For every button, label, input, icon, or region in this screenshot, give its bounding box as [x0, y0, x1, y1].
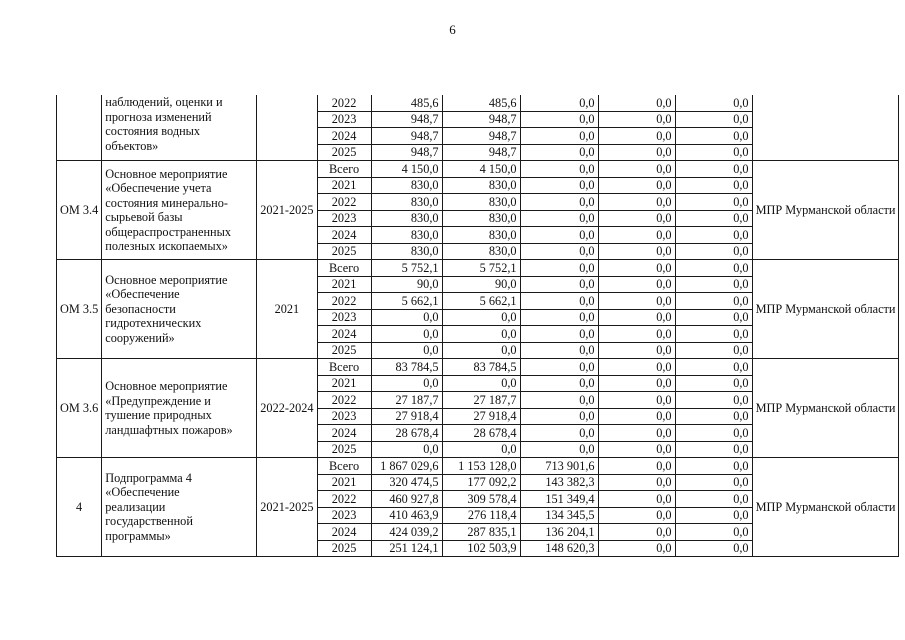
item-period	[257, 95, 317, 161]
cell-amount-1: 830,0	[371, 227, 442, 244]
cell-year: 2022	[317, 491, 371, 508]
table-row	[57, 260, 899, 277]
cell-amount-3: 143 382,3	[520, 474, 598, 491]
item-code	[57, 95, 102, 161]
cell-amount-2: 102 503,9	[442, 540, 520, 557]
cell-amount-4: 0,0	[598, 375, 675, 392]
cell-amount-2: 28 678,4	[442, 425, 520, 442]
cell-amount-5: 0,0	[675, 507, 752, 524]
cell-amount-4: 0,0	[598, 260, 675, 277]
item-name-line: Основное мероприятие	[105, 272, 228, 287]
cell-year: 2025	[317, 342, 371, 359]
item-name-line: «Обеспечение учета	[105, 181, 212, 195]
cell-amount-2: 830,0	[442, 243, 520, 260]
item-name-line: «Предупреждение и	[105, 393, 211, 408]
page-number: 6	[449, 22, 456, 37]
cell-year: 2022	[317, 95, 371, 111]
cell-year: Всего	[317, 161, 371, 178]
item-name-line: тушение природных	[105, 408, 212, 422]
cell-amount-1: 948,7	[371, 144, 442, 161]
cell-amount-3: 0,0	[520, 441, 598, 458]
item-code: ОМ 3.5	[57, 260, 102, 359]
cell-amount-2: 309 578,4	[442, 491, 520, 508]
cell-amount-5: 0,0	[675, 375, 752, 392]
item-name-line: государственной	[105, 514, 193, 529]
cell-amount-5: 0,0	[675, 194, 752, 211]
cell-amount-3: 148 620,3	[520, 540, 598, 557]
cell-year: 2023	[317, 408, 371, 425]
cell-amount-3: 713 901,6	[520, 458, 598, 475]
cell-amount-1: 830,0	[371, 243, 442, 260]
cell-amount-3: 0,0	[520, 392, 598, 409]
cell-amount-1: 410 463,9	[371, 507, 442, 524]
cell-amount-3: 0,0	[520, 359, 598, 376]
item-name	[102, 260, 257, 359]
cell-amount-4: 0,0	[598, 441, 675, 458]
cell-amount-2: 830,0	[442, 177, 520, 194]
cell-amount-1: 485,6	[371, 95, 442, 111]
cell-amount-5: 0,0	[675, 458, 752, 475]
cell-year: Всего	[317, 260, 371, 277]
item-executor: МПР Мурманской области	[752, 458, 899, 557]
cell-amount-3: 0,0	[520, 111, 598, 128]
item-name-line: реализации	[105, 499, 166, 514]
cell-year: 2023	[317, 309, 371, 326]
cell-amount-2: 948,7	[442, 144, 520, 161]
cell-year: 2023	[317, 507, 371, 524]
cell-amount-1: 0,0	[371, 342, 442, 359]
cell-year: 2021	[317, 177, 371, 194]
cell-amount-1: 460 927,8	[371, 491, 442, 508]
cell-year: 2021	[317, 474, 371, 491]
cell-amount-5: 0,0	[675, 144, 752, 161]
cell-amount-2: 5 662,1	[442, 293, 520, 310]
cell-year: 2021	[317, 375, 371, 392]
cell-amount-1: 830,0	[371, 177, 442, 194]
cell-amount-1: 90,0	[371, 276, 442, 293]
cell-amount-4: 0,0	[598, 408, 675, 425]
cell-amount-2: 830,0	[442, 227, 520, 244]
item-period: 2021	[257, 260, 317, 359]
cell-amount-1: 948,7	[371, 128, 442, 145]
cell-amount-1: 830,0	[371, 210, 442, 227]
cell-amount-2: 83 784,5	[442, 359, 520, 376]
item-name-line: сырьевой базы	[105, 210, 183, 224]
cell-year: Всего	[317, 359, 371, 376]
cell-amount-3: 0,0	[520, 243, 598, 260]
cell-year: 2022	[317, 293, 371, 310]
cell-amount-1: 5 752,1	[371, 260, 442, 277]
cell-amount-3: 0,0	[520, 210, 598, 227]
cell-amount-1: 0,0	[371, 326, 442, 343]
cell-amount-3: 134 345,5	[520, 507, 598, 524]
cell-amount-5: 0,0	[675, 210, 752, 227]
cell-amount-5: 0,0	[675, 474, 752, 491]
cell-amount-4: 0,0	[598, 309, 675, 326]
cell-amount-5: 0,0	[675, 309, 752, 326]
cell-amount-5: 0,0	[675, 161, 752, 178]
item-name-line: Подпрограмма 4	[105, 470, 192, 485]
cell-amount-2: 287 835,1	[442, 524, 520, 541]
item-name-line: ландшафтных пожаров»	[105, 422, 233, 437]
cell-amount-3: 0,0	[520, 227, 598, 244]
cell-amount-5: 0,0	[675, 524, 752, 541]
item-name-line: Основное мероприятие	[105, 379, 228, 393]
cell-year: 2024	[317, 425, 371, 442]
cell-amount-4: 0,0	[598, 276, 675, 293]
cell-amount-2: 90,0	[442, 276, 520, 293]
cell-amount-3: 0,0	[520, 375, 598, 392]
cell-amount-2: 4 150,0	[442, 161, 520, 178]
cell-amount-5: 0,0	[675, 276, 752, 293]
cell-amount-4: 0,0	[598, 111, 675, 128]
cell-amount-5: 0,0	[675, 260, 752, 277]
cell-amount-3: 0,0	[520, 408, 598, 425]
cell-amount-1: 0,0	[371, 441, 442, 458]
item-period: 2021-2025	[257, 161, 317, 260]
cell-amount-4: 0,0	[598, 491, 675, 508]
cell-amount-5: 0,0	[675, 408, 752, 425]
table-row	[57, 458, 899, 475]
item-name-line: сооружений»	[105, 330, 175, 345]
item-code: ОМ 3.4	[57, 161, 102, 260]
cell-amount-4: 0,0	[598, 95, 675, 111]
item-name-line: состояния минерально-	[105, 195, 228, 210]
cell-amount-1: 5 662,1	[371, 293, 442, 310]
cell-amount-4: 0,0	[598, 342, 675, 359]
cell-amount-2: 0,0	[442, 309, 520, 326]
cell-amount-1: 0,0	[371, 375, 442, 392]
item-name-line: состояния водных	[105, 124, 201, 138]
cell-amount-3: 0,0	[520, 128, 598, 145]
cell-amount-4: 0,0	[598, 474, 675, 491]
cell-amount-1: 0,0	[371, 309, 442, 326]
item-name-line: полезных ископаемых»	[105, 239, 228, 253]
cell-year: 2025	[317, 441, 371, 458]
item-name-line: безопасности	[105, 301, 176, 316]
cell-amount-2: 5 752,1	[442, 260, 520, 277]
cell-amount-2: 1 153 128,0	[442, 458, 520, 475]
cell-amount-1: 83 784,5	[371, 359, 442, 376]
cell-amount-3: 0,0	[520, 293, 598, 310]
item-period: 2022-2024	[257, 359, 317, 458]
cell-amount-4: 0,0	[598, 227, 675, 244]
cell-amount-4: 0,0	[598, 392, 675, 409]
cell-year: 2023	[317, 210, 371, 227]
cell-year: 2024	[317, 326, 371, 343]
cell-amount-5: 0,0	[675, 392, 752, 409]
cell-amount-5: 0,0	[675, 95, 752, 111]
cell-amount-4: 0,0	[598, 293, 675, 310]
item-code: ОМ 3.6	[57, 359, 102, 458]
cell-amount-2: 0,0	[442, 441, 520, 458]
cell-amount-4: 0,0	[598, 243, 675, 260]
cell-amount-1: 830,0	[371, 194, 442, 211]
item-name-line: «Обеспечение	[105, 485, 180, 500]
cell-amount-1: 27 187,7	[371, 392, 442, 409]
cell-year: Всего	[317, 458, 371, 475]
cell-amount-3: 0,0	[520, 161, 598, 178]
cell-amount-2: 485,6	[442, 95, 520, 111]
cell-amount-3: 0,0	[520, 326, 598, 343]
item-code: 4	[57, 458, 102, 557]
cell-amount-3: 0,0	[520, 276, 598, 293]
cell-amount-2: 830,0	[442, 194, 520, 211]
item-executor: МПР Мурманской области	[752, 359, 899, 458]
cell-amount-5: 0,0	[675, 425, 752, 442]
cell-amount-4: 0,0	[598, 161, 675, 178]
cell-amount-1: 948,7	[371, 111, 442, 128]
cell-amount-3: 0,0	[520, 309, 598, 326]
cell-year: 2021	[317, 276, 371, 293]
cell-amount-1: 1 867 029,6	[371, 458, 442, 475]
item-name-line: прогноза изменений	[105, 109, 212, 124]
cell-amount-1: 4 150,0	[371, 161, 442, 178]
table-row	[57, 95, 899, 111]
item-name	[102, 95, 257, 161]
cell-amount-5: 0,0	[675, 177, 752, 194]
cell-amount-4: 0,0	[598, 359, 675, 376]
cell-amount-4: 0,0	[598, 458, 675, 475]
item-name-line: наблюдений, оценки и	[105, 95, 223, 109]
cell-year: 2022	[317, 392, 371, 409]
cell-year: 2024	[317, 227, 371, 244]
cell-amount-1: 28 678,4	[371, 425, 442, 442]
cell-amount-3: 0,0	[520, 425, 598, 442]
cell-amount-5: 0,0	[675, 243, 752, 260]
item-name-line: гидротехнических	[105, 316, 202, 331]
item-name-line: объектов»	[105, 138, 159, 153]
cell-amount-5: 0,0	[675, 441, 752, 458]
cell-amount-5: 0,0	[675, 540, 752, 557]
cell-amount-5: 0,0	[675, 342, 752, 359]
item-name	[102, 458, 257, 557]
table-body	[57, 95, 899, 557]
cell-amount-5: 0,0	[675, 326, 752, 343]
cell-amount-3: 136 204,1	[520, 524, 598, 541]
cell-amount-4: 0,0	[598, 177, 675, 194]
cell-amount-5: 0,0	[675, 293, 752, 310]
item-name-line: Основное мероприятие	[105, 166, 228, 181]
cell-amount-3: 0,0	[520, 194, 598, 211]
item-name	[102, 359, 257, 458]
cell-year: 2024	[317, 524, 371, 541]
cell-amount-4: 0,0	[598, 144, 675, 161]
cell-amount-1: 27 918,4	[371, 408, 442, 425]
item-executor: МПР Мурманской области	[752, 260, 899, 359]
cell-amount-2: 0,0	[442, 375, 520, 392]
cell-amount-3: 0,0	[520, 260, 598, 277]
item-name	[102, 161, 257, 260]
cell-year: 2025	[317, 243, 371, 260]
cell-amount-4: 0,0	[598, 194, 675, 211]
cell-year: 2023	[317, 111, 371, 128]
cell-amount-1: 251 124,1	[371, 540, 442, 557]
cell-amount-4: 0,0	[598, 524, 675, 541]
item-name-line: общераспространенных	[105, 224, 232, 239]
cell-year: 2022	[317, 194, 371, 211]
item-executor: МПР Мурманской области	[752, 161, 899, 260]
cell-amount-5: 0,0	[675, 111, 752, 128]
budget-table	[56, 95, 899, 557]
cell-amount-5: 0,0	[675, 227, 752, 244]
item-name-line: программы»	[105, 528, 171, 543]
cell-amount-4: 0,0	[598, 540, 675, 557]
cell-amount-3: 0,0	[520, 144, 598, 161]
cell-amount-3: 0,0	[520, 342, 598, 359]
cell-amount-5: 0,0	[675, 491, 752, 508]
item-period: 2021-2025	[257, 458, 317, 557]
item-executor	[752, 95, 899, 161]
table-row	[57, 161, 899, 178]
cell-amount-2: 830,0	[442, 210, 520, 227]
cell-amount-2: 276 118,4	[442, 507, 520, 524]
cell-amount-2: 27 187,7	[442, 392, 520, 409]
cell-amount-4: 0,0	[598, 507, 675, 524]
cell-year: 2024	[317, 128, 371, 145]
cell-amount-5: 0,0	[675, 359, 752, 376]
cell-amount-1: 424 039,2	[371, 524, 442, 541]
item-name-line: «Обеспечение	[105, 287, 180, 302]
cell-amount-3: 151 349,4	[520, 491, 598, 508]
cell-amount-4: 0,0	[598, 425, 675, 442]
cell-year: 2025	[317, 540, 371, 557]
cell-amount-2: 0,0	[442, 342, 520, 359]
cell-amount-4: 0,0	[598, 326, 675, 343]
cell-amount-2: 948,7	[442, 111, 520, 128]
cell-amount-2: 0,0	[442, 326, 520, 343]
cell-amount-1: 320 474,5	[371, 474, 442, 491]
cell-amount-2: 948,7	[442, 128, 520, 145]
cell-amount-4: 0,0	[598, 210, 675, 227]
table-row	[57, 359, 899, 376]
cell-year: 2025	[317, 144, 371, 161]
cell-amount-4: 0,0	[598, 128, 675, 145]
cell-amount-5: 0,0	[675, 128, 752, 145]
cell-amount-2: 27 918,4	[442, 408, 520, 425]
cell-amount-3: 0,0	[520, 95, 598, 111]
cell-amount-2: 177 092,2	[442, 474, 520, 491]
cell-amount-3: 0,0	[520, 177, 598, 194]
